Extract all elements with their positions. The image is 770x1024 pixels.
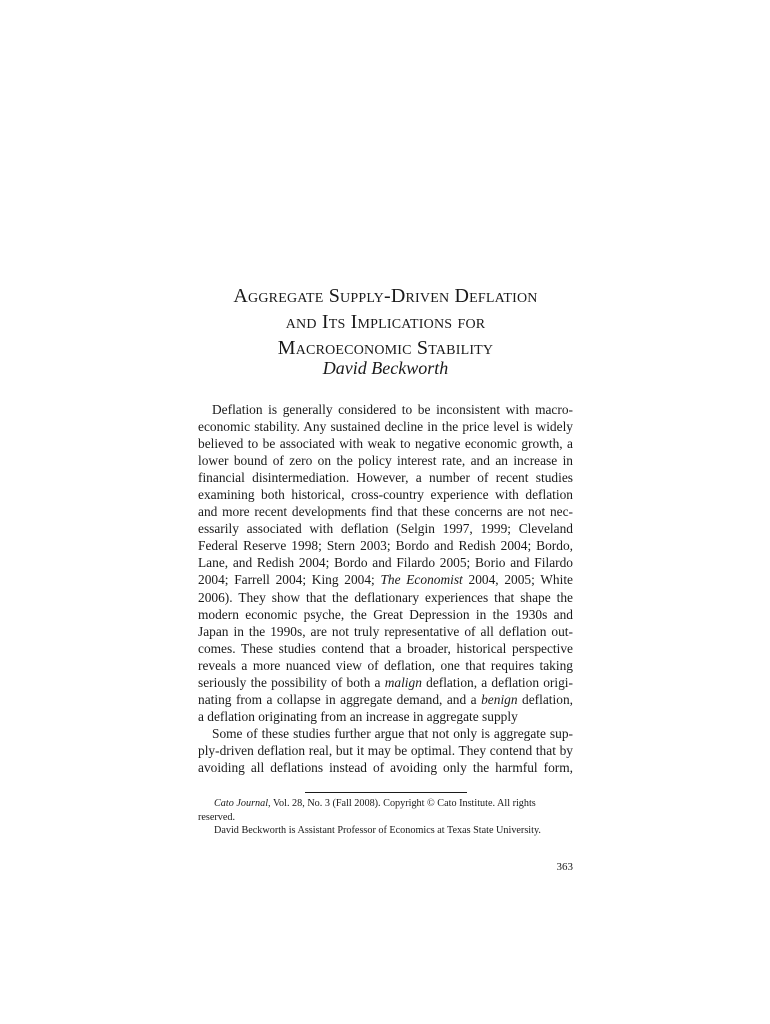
publication-title: The Economist [380, 572, 463, 588]
emphasis-malign: malign [384, 674, 422, 690]
body-line: ply-driven deflation real, but it may be optimal. They contend that by [198, 742, 573, 758]
body-line [198, 571, 573, 588]
page [198, 0, 573, 1024]
body-line: comes. These studies contend that a broader, historical perspective [198, 640, 573, 656]
body-line: Japan in the 1990s, are not truly representative of all deflation out- [198, 623, 573, 639]
body-line: Lane, and Redish 2004; Bordo and Filardo 2005; Borio and Filardo [198, 555, 573, 571]
body-fragment: nating from a collapse in aggregate demand, and a [198, 691, 477, 707]
page-number: 363 [556, 861, 573, 873]
body-line: economic stability. Any sustained decline in the price level is widely [198, 419, 573, 435]
footnote-divider [305, 792, 467, 793]
body-line [198, 674, 573, 691]
author-name: David Beckworth [322, 358, 449, 378]
title-line-2: and Its Implications for [285, 311, 486, 333]
body-fragment: 2004; Farrell 2004; King 2004; [198, 572, 375, 588]
body-line: reveals a more nuanced view of deflation, one that requires taking [198, 657, 573, 673]
body-text [198, 401, 573, 776]
body-line: financial disintermediation. However, a number of recent studies [198, 470, 573, 486]
body-line: Some of these studies further argue that not only is aggregate sup- [212, 725, 573, 741]
footnotes [198, 797, 573, 838]
body-line [198, 691, 573, 708]
body-line: essarily associated with deflation (Selgin 1997, 1999; Cleveland [198, 521, 573, 537]
body-line: examining both historical, cross-country experience with deflation [198, 487, 573, 503]
body-line: Federal Reserve 1998; Stern 2003; Bordo and Redish 2004; Bordo, [198, 538, 573, 554]
body-line: avoiding all deflations instead of avoiding only the harmful form, [198, 759, 573, 775]
article-title [198, 283, 573, 361]
body-line [198, 589, 573, 606]
body-line: believed to be associated with weak to negative economic growth, a [198, 436, 573, 452]
body-line: and more recent developments find that these concerns are not nec- [198, 504, 573, 520]
title-line-3: Macroeconomic Stability [277, 337, 494, 359]
emphasis-benign: benign [481, 691, 518, 707]
footnote-author: David Beckworth is Assistant Professor of Economics at Texas State University. [214, 825, 541, 836]
body-fragment: seriously the possibility of both a [198, 674, 381, 690]
footnote-citation [198, 797, 573, 824]
body-fragment: They show that the deflationary experiences that shape the [238, 589, 573, 605]
title-line-1: Aggregate Supply-Driven Deflation [233, 285, 538, 307]
citation-text: Vol. 28, No. 3 (Fall 2008). Copyright © Cato Institute. All rights reserved. [198, 798, 536, 823]
body-fragment: deflation, [517, 691, 573, 707]
body-line: modern economic psyche, the Great Depression in the 1930s and [198, 606, 573, 622]
journal-name: Cato Journal, [214, 798, 271, 809]
body-line: Deflation is generally considered to be inconsistent with macro- [212, 402, 573, 417]
body-fragment: 2006). [198, 589, 233, 605]
body-line: lower bound of zero on the policy interest rate, and an increase in [198, 453, 573, 469]
body-fragment: 2004, 2005; White [462, 572, 573, 588]
body-line: a deflation originating from an increase in aggregate supply [198, 708, 518, 724]
body-fragment: deflation, a deflation origi- [421, 674, 573, 690]
